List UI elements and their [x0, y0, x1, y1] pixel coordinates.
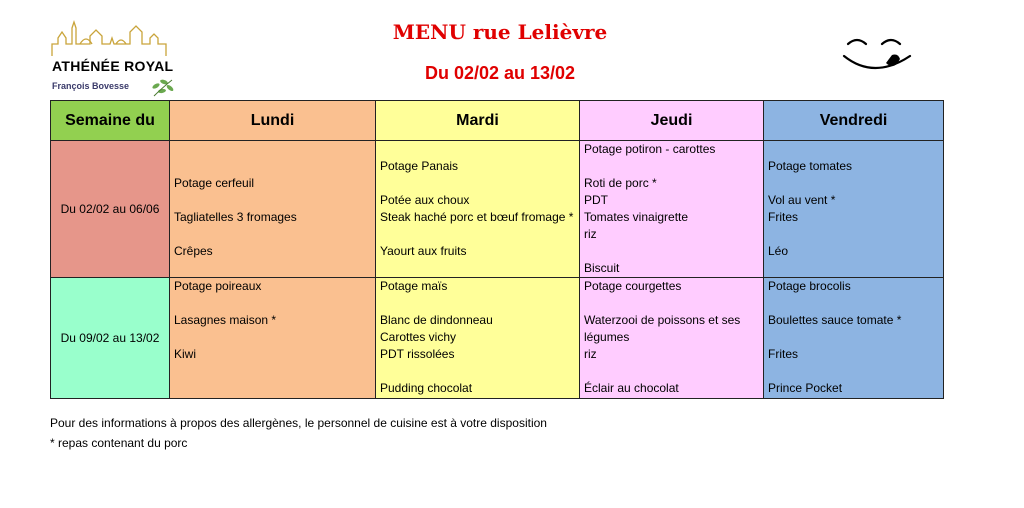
menu-item — [174, 329, 371, 346]
menu-item: Yaourt aux fruits — [380, 244, 467, 258]
menu-item: Éclair au chocolat — [584, 381, 679, 395]
menu-item: Boulettes sauce tomate * — [768, 313, 902, 327]
menu-cell-jeudi — [580, 278, 764, 399]
pork-note: * repas contenant du porc — [50, 436, 188, 450]
menu-item: Steak haché porc et bœuf fromage * — [380, 210, 574, 224]
menu-item: Tomates vinaigrette — [584, 210, 689, 224]
logo-name: ATHÉNÉE ROYAL — [52, 58, 174, 74]
menu-item — [584, 158, 759, 175]
menu-item: Crêpes — [174, 244, 213, 258]
menu-item — [380, 226, 575, 243]
menu-item: Roti de porc * — [584, 176, 657, 190]
header-row — [51, 101, 944, 141]
menu-item — [584, 295, 759, 312]
table-row — [51, 141, 944, 278]
menu-cell-vendredi — [764, 278, 944, 399]
menu-item — [768, 295, 939, 312]
menu-item: Waterzooi de poissons et ses légumes — [584, 313, 741, 344]
menu-cell-mardi — [376, 141, 580, 278]
menu-item: Blanc de dindonneau — [380, 313, 493, 327]
menu-item — [174, 158, 371, 175]
menu-cell-lundi — [170, 141, 376, 278]
menu-item: Tagliatelles 3 fromages — [174, 210, 297, 224]
menu-item — [584, 363, 759, 380]
menu-item: Carottes vichy — [380, 330, 457, 344]
menu-date-range: Du 02/02 au 13/02 — [424, 63, 576, 83]
menu-item: riz — [584, 347, 597, 361]
week-cell: Du 09/02 au 13/02 — [51, 278, 170, 399]
menu-item: Frites — [768, 347, 798, 361]
menu-cell-lundi — [170, 278, 376, 399]
menu-cell-jeudi — [580, 141, 764, 278]
menu-item: Potage Panais — [380, 159, 459, 173]
menu-item: Pudding chocolat — [380, 381, 473, 395]
menu-item: Biscuit — [584, 261, 620, 275]
menu-item: Potage potiron - carottes — [584, 142, 716, 156]
menu-cell-mardi — [376, 278, 580, 399]
header-week: Semaine du — [51, 101, 170, 141]
menu-item: Lasagnes maison * — [174, 313, 277, 327]
menu-item: Potage courgettes — [584, 279, 682, 293]
header-mardi: Mardi — [376, 101, 580, 141]
menu-item: Frites — [768, 210, 798, 224]
table-row — [51, 278, 944, 399]
menu-item: Potage cerfeuil — [174, 176, 255, 190]
menu-item — [380, 141, 575, 158]
menu-item — [174, 295, 371, 312]
menu-item: Potage maïs — [380, 279, 448, 293]
allergen-note: Pour des informations à propos des allergènes, le personnel de cuisine est à votre disposition — [50, 416, 547, 430]
menu-item: Potage brocolis — [768, 279, 851, 293]
header-vendredi: Vendredi — [764, 101, 944, 141]
menu-item — [768, 363, 939, 380]
menu-item: Potage poireaux — [174, 279, 262, 293]
week-cell: Du 02/02 au 06/06 — [51, 141, 170, 278]
menu-item: PDT rissolées — [380, 347, 455, 361]
menu-item: PDT — [584, 193, 608, 207]
menu-item — [380, 295, 575, 312]
menu-item: riz — [584, 227, 597, 241]
logo-subtitle: François Bovesse — [52, 81, 130, 91]
header-lundi: Lundi — [170, 101, 376, 141]
menu-item: Vol au vent * — [768, 193, 836, 207]
menu-item — [768, 141, 939, 158]
menu-item — [768, 175, 939, 192]
menu-item — [174, 141, 371, 158]
menu-item — [768, 226, 939, 243]
menu-item — [584, 243, 759, 260]
menu-item — [174, 226, 371, 243]
menu-item: Kiwi — [174, 347, 197, 361]
menu-item: Potage tomates — [768, 159, 853, 173]
menu-item — [174, 192, 371, 209]
menu-cell-vendredi — [764, 141, 944, 278]
menu-title: MENU rue Lelièvre — [392, 20, 608, 44]
menu-item: Potée aux choux — [380, 193, 470, 207]
menu-item — [768, 329, 939, 346]
menu-item: Prince Pocket — [768, 381, 843, 395]
header-jeudi: Jeudi — [580, 101, 764, 141]
yummy-face-icon — [838, 30, 918, 76]
menu-item — [380, 175, 575, 192]
menu-item: Léo — [768, 244, 789, 258]
menu-item — [380, 363, 575, 380]
menu-table — [50, 100, 944, 399]
